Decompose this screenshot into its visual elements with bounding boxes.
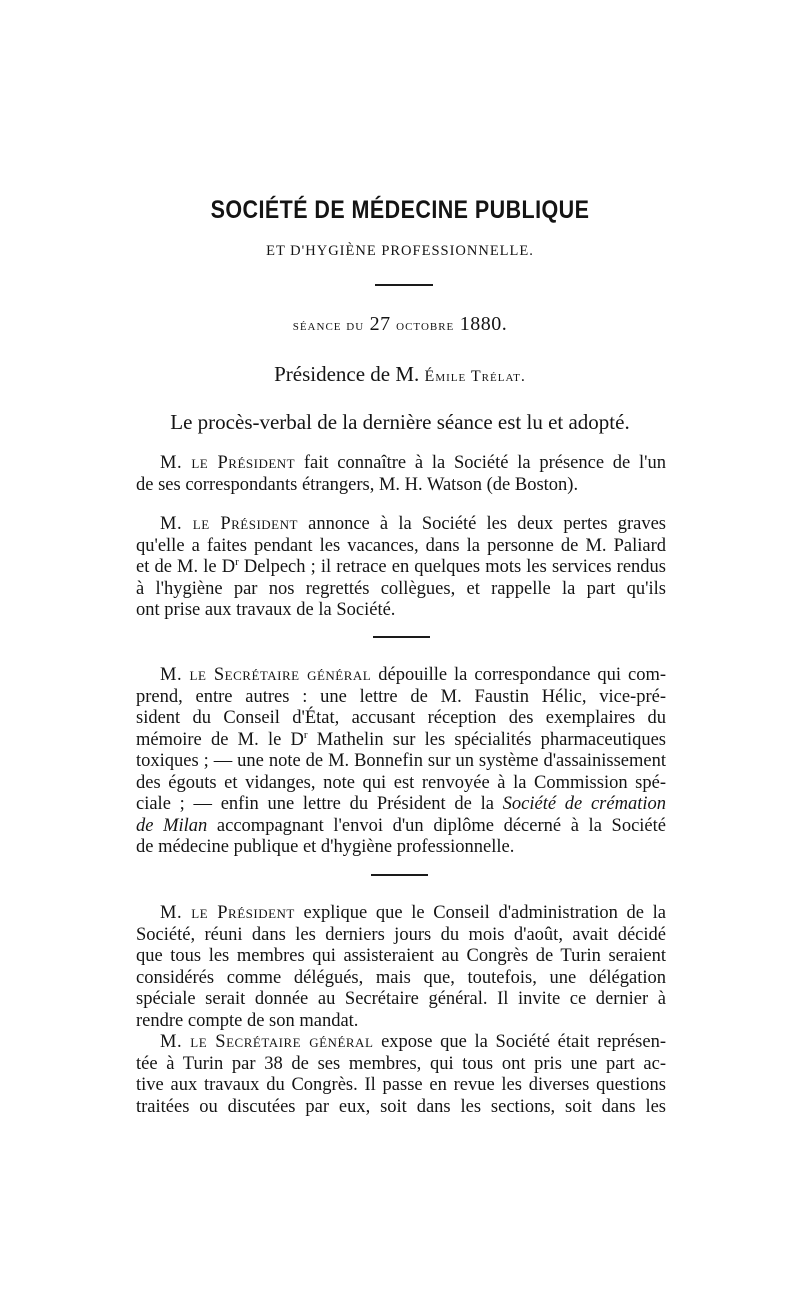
p2-line-4: à l'hygiène par nos regrettés collègues, et rappelle la part qu'ils — [136, 578, 666, 599]
p1-line-1 — [136, 453, 666, 475]
p1-line-2: de ses correspondants étrangers, M. H. Watson (de Boston). — [136, 474, 579, 495]
p3-text-7-italic: Société de crémation — [502, 794, 666, 814]
p3-line-7 — [136, 794, 666, 816]
p3-line-4 — [136, 730, 666, 752]
p3-line-6: des égouts et vidanges, note qui est renvoyée à la Commission spé- — [136, 772, 666, 793]
p1-speaker: M. le Président — [160, 453, 296, 473]
p4-line-6: rendre compte de son mandat. — [136, 1010, 359, 1031]
p5-line-4: traitées ou discutées par eux, soit dans les sections, soit dans les — [136, 1096, 666, 1117]
p2-text-3b: Delpech ; il retrace en quelques mots les services rendus — [238, 557, 666, 577]
title-rule — [375, 284, 433, 286]
session-label: séance du — [292, 318, 365, 334]
p2-sup: r — [235, 555, 239, 568]
p1-text-1: fait connaître à la Société la présence de l'un — [295, 453, 666, 473]
paragraph-3 — [136, 665, 666, 859]
p3-text-8-italic: de Milan — [136, 815, 208, 836]
p3-line-5: toxiques ; — une note de M. Bonnefin sur un système d'assainissement — [136, 751, 666, 771]
p2-line-1 — [136, 514, 666, 536]
p3-text-7a: ciale ; — enfin une lettre du Président de la — [136, 794, 503, 814]
session-year: 1880. — [459, 313, 508, 335]
p3-text-8b: accompagnant l'envoi d'un diplôme décerné à la Société — [207, 815, 666, 836]
minutes-adopted-line: Le procès-verbal de la dernière séance est lu et adopté. — [170, 410, 630, 434]
p3-speaker: M. le Secrétaire général — [160, 665, 372, 685]
p5-speaker: M. le Secrétaire général — [160, 1032, 374, 1052]
p3-line-8 — [136, 816, 666, 838]
p3-line-1 — [136, 665, 666, 687]
p4-line-5: spéciale serait donnée au Secrétaire général. Il invite ce dernier à — [136, 989, 666, 1009]
p5-line-3: tive aux travaux du Congrès. Il passe en revue les diverses questions — [136, 1075, 666, 1095]
p5-line-1 — [136, 1032, 666, 1054]
paragraph-4 — [136, 903, 666, 1032]
p2-speaker: M. le Président — [160, 514, 298, 534]
paragraph-1 — [136, 453, 666, 496]
session-heading — [0, 313, 800, 336]
p3-line-2: prend, entre autres : une lettre de M. Faustin Hélic, vice-pré- — [136, 686, 666, 707]
session-day: 27 — [369, 313, 391, 335]
p3-line-9: de médecine publique et d'hygiène professionnelle. — [136, 837, 515, 857]
section-rule-1 — [373, 636, 430, 638]
p4-text-1: explique que le Conseil d'administration de la — [294, 903, 667, 923]
p4-line-1 — [136, 903, 666, 925]
session-month: octobre — [396, 318, 455, 334]
p2-line-3 — [136, 557, 666, 579]
p3-line-3: sident du Conseil d'État, accusant réception des exemplaires du — [136, 708, 666, 728]
paragraph-5 — [136, 1032, 666, 1118]
presidence-prefix: Présidence de M. — [274, 362, 425, 386]
p5-line-2: tée à Turin par 38 de ses membres, qui tous ont pris une part ac- — [136, 1053, 666, 1074]
p4-line-4: considérés comme délégués, mais que, toutefois, une délégation — [136, 967, 666, 988]
p3-text-1: dépouille la correspondance qui com- — [371, 665, 667, 685]
p3-text-4a: mémoire de M. le D — [136, 729, 304, 750]
section-rule-2 — [371, 874, 428, 876]
paragraph-2 — [136, 514, 666, 622]
p5-text-1: expose que la Société était représen- — [373, 1032, 666, 1052]
p4-line-2: Société, réuni dans les derniers jours du mois d'août, avait décidé — [136, 924, 666, 945]
p2-text-1: annonce à la Société les deux pertes graves — [297, 514, 666, 534]
p2-line-2: qu'elle a faites pendant les vacances, dans la personne de M. Paliard — [136, 535, 666, 556]
p2-line-5: ont prise aux travaux de la Société. — [136, 600, 396, 620]
page-subtitle: ET D'HYGIÈNE PROFESSIONNELLE. — [266, 243, 534, 259]
presidence-name: Émile Trélat. — [424, 368, 526, 385]
p4-speaker: M. le Président — [160, 903, 295, 923]
p3-sup: r — [303, 728, 308, 741]
p3-text-4b: Mathelin sur les spécialités pharmaceutiques — [307, 729, 667, 750]
p4-line-3: que tous les membres qui assisteraient au Congrès de Turin seraient — [136, 946, 666, 966]
page-title: SOCIÉTÉ DE MÉDECINE PUBLIQUE — [210, 196, 590, 224]
p2-text-3a: et de M. le D — [136, 557, 236, 577]
presidence-line — [0, 362, 800, 387]
